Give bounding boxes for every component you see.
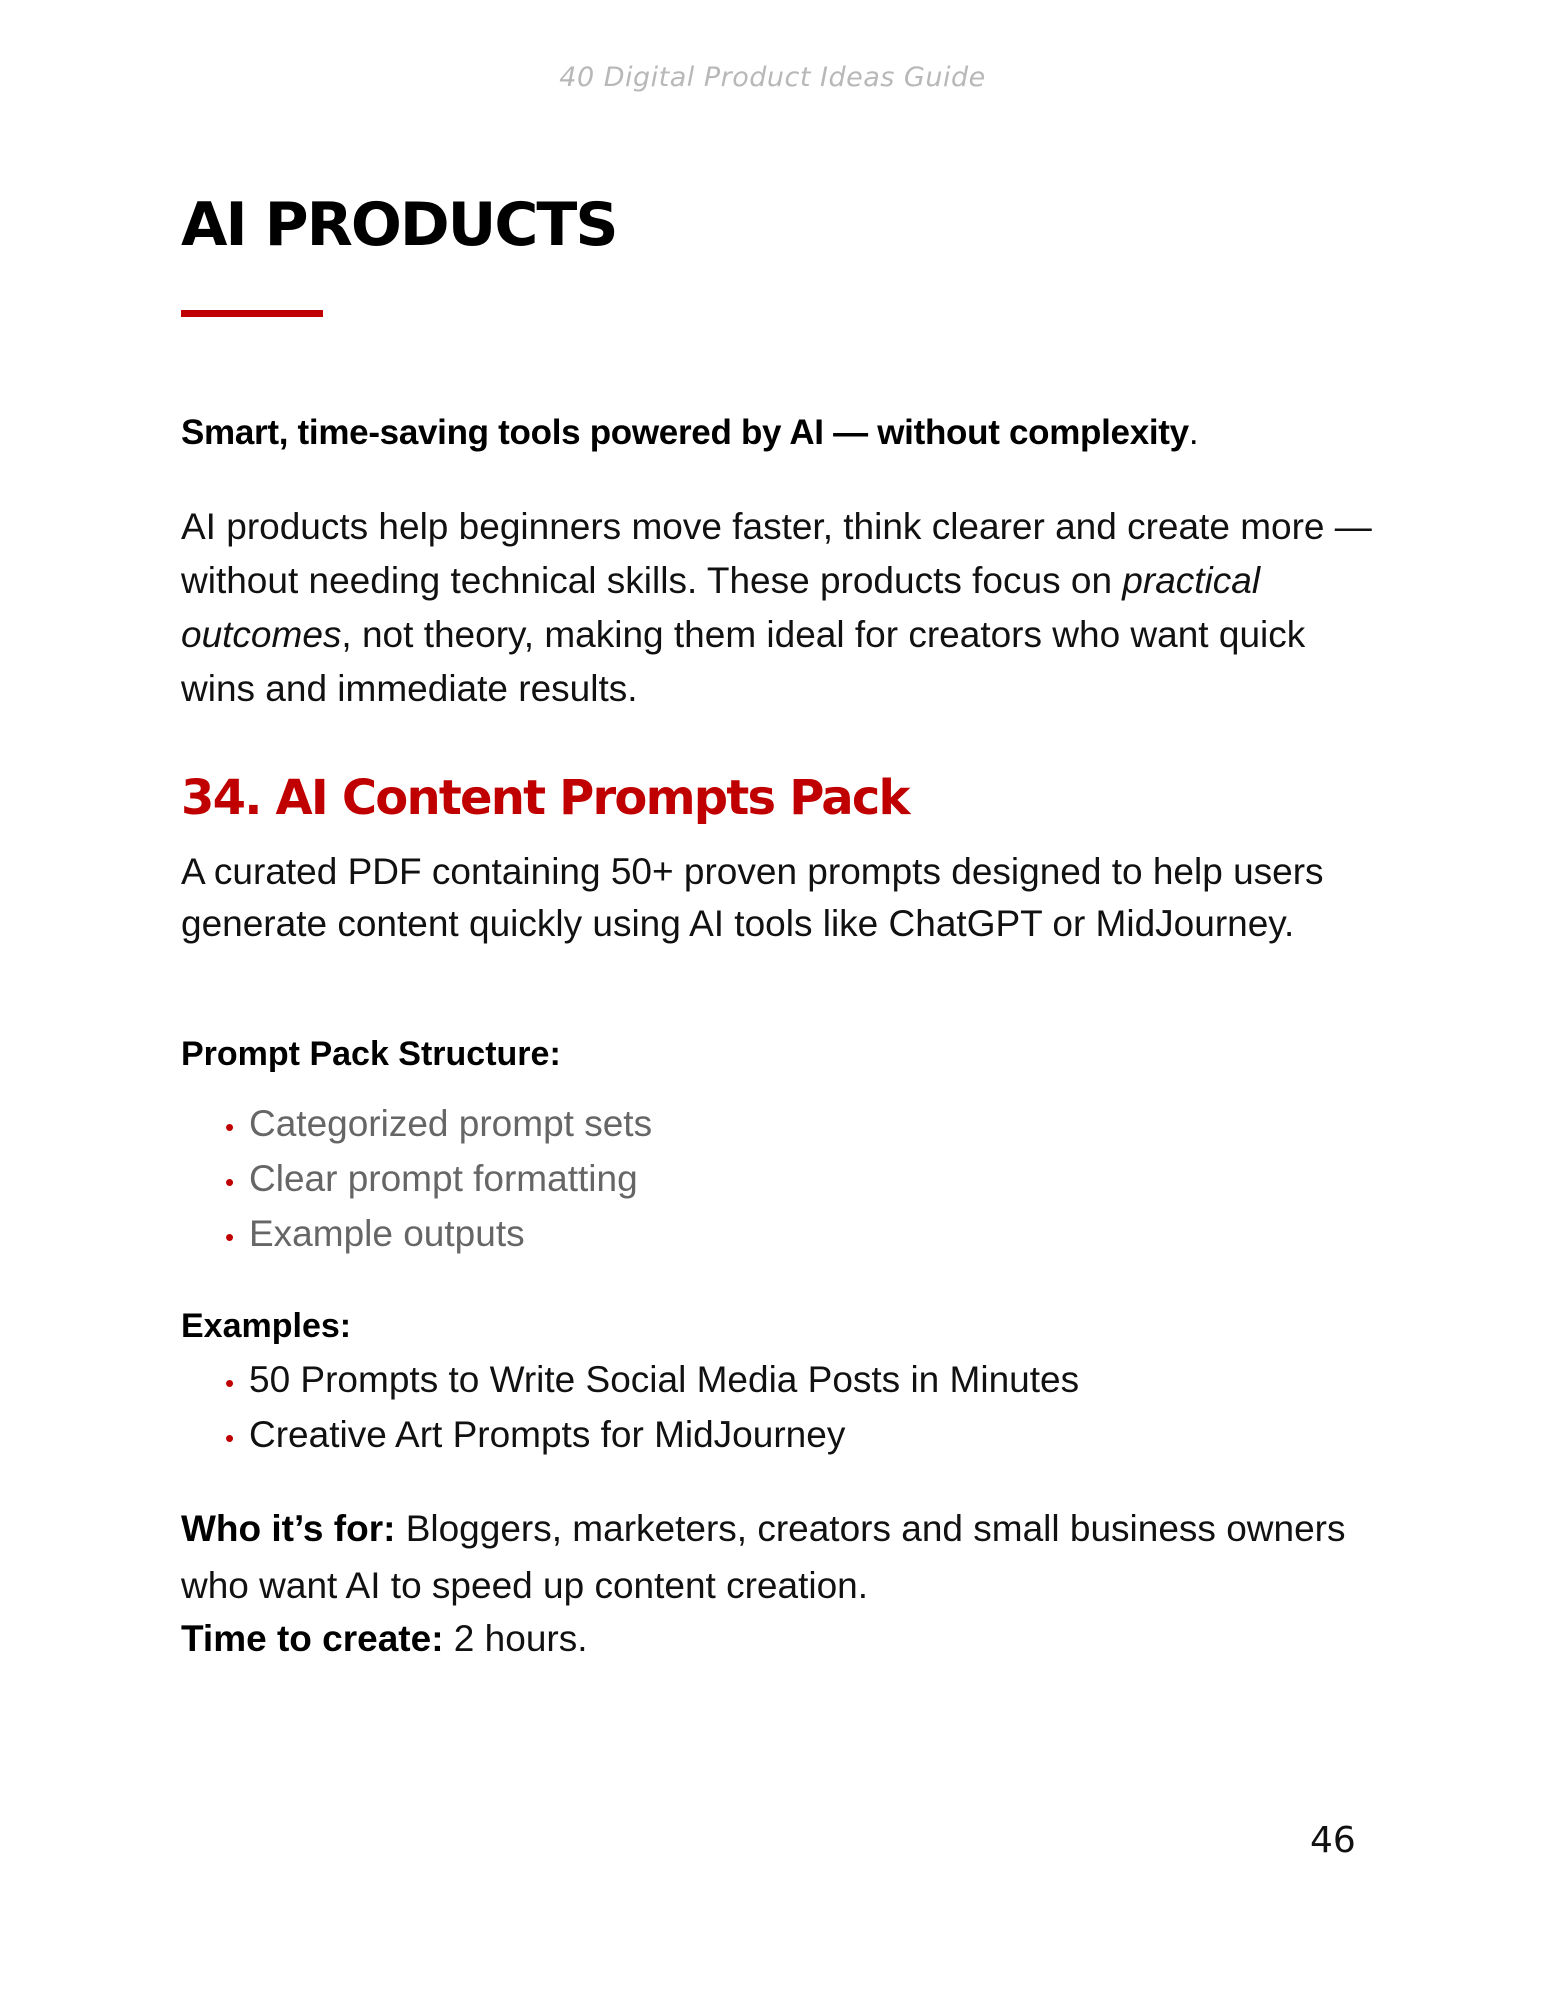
time-label: Time to create: — [181, 1618, 444, 1659]
section-description: A curated PDF containing 50+ proven prompts designed to help users generate content quickly using AI tools like ChatGPT or MidJourney. — [181, 851, 1324, 944]
intro-paragraph — [181, 500, 1381, 716]
bullet-icon: • — [225, 1167, 235, 1197]
bullet-icon: • — [225, 1368, 235, 1398]
audience-label: Who it’s for: — [181, 1508, 396, 1549]
list-item-text: 50 Prompts to Write Social Media Posts in Minutes — [249, 1359, 1080, 1400]
page-title: AI PRODUCTS — [181, 190, 617, 260]
time-value: 2 hours. — [443, 1618, 588, 1659]
audience-text: Bloggers, marketers, creators and small business owners who want AI to speed up content creation. — [181, 1508, 1346, 1606]
intro-emphasis: practical outcomes — [181, 560, 1261, 655]
bullet-icon: • — [225, 1222, 235, 1252]
audience-paragraph — [181, 1500, 1381, 1614]
list-item-text: Categorized prompt sets — [249, 1103, 653, 1144]
list-item-text: Example outputs — [249, 1213, 525, 1254]
list-item-text: Creative Art Prompts for MidJourney — [249, 1414, 846, 1455]
structure-heading: Prompt Pack Structure: — [181, 1035, 561, 1073]
section-heading: 34. AI Content Prompts Pack — [181, 770, 909, 826]
intro-text-1: AI products help beginners move faster, think clearer and create more — without needing technical skills. These products focus on — [181, 506, 1372, 601]
examples-list — [225, 1354, 1079, 1464]
tagline-text: Smart, time-saving tools powered by AI — without complexity — [181, 413, 1189, 452]
list-item — [225, 1409, 1079, 1464]
running-header: 40 Digital Product Ideas Guide — [559, 62, 986, 93]
bullet-icon: • — [225, 1112, 235, 1142]
bullet-icon: • — [225, 1423, 235, 1453]
examples-heading: Examples: — [181, 1307, 352, 1345]
structure-list — [225, 1098, 652, 1263]
time-to-create — [181, 1614, 588, 1664]
list-item — [225, 1208, 652, 1263]
list-item — [225, 1354, 1079, 1409]
intro-text-2: , not theory, making them ideal for creators who want quick wins and immediate results. — [181, 614, 1306, 709]
list-item-text: Clear prompt formatting — [249, 1158, 638, 1199]
tagline — [181, 411, 1361, 455]
list-item — [225, 1153, 652, 1208]
tagline-period: . — [1188, 413, 1199, 452]
title-underline-divider — [181, 310, 323, 317]
list-item — [225, 1098, 652, 1153]
page-number: 46 — [1310, 1820, 1356, 1861]
